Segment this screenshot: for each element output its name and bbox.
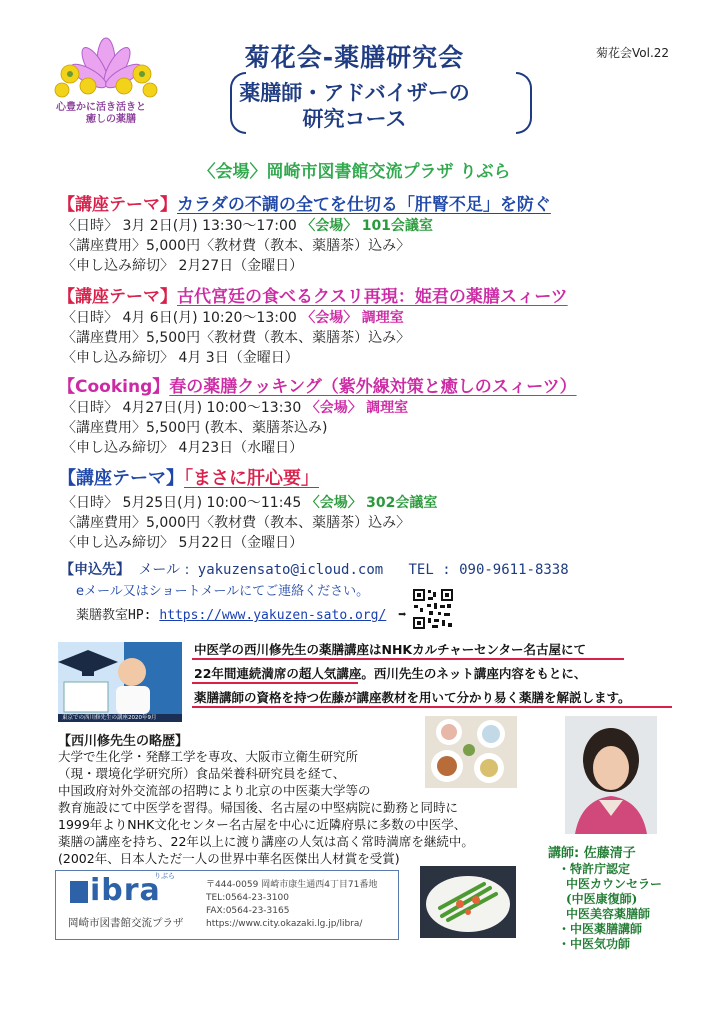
lecturer-name: 講師: 佐藤清子 [548,846,636,861]
course-1-fee-line [62,235,410,255]
deadline-label: 〈申し込み締切〉 [62,440,174,456]
course-1-tag: 【講座テーマ】 [58,195,177,215]
hp-label: 薬膳教室HP: [76,608,152,623]
logo-caption-2: 癒しの薬膳 [86,114,136,125]
course-2-date: 4月 6日(月) 10:20〜13:00 [122,310,297,326]
library-url[interactable]: https://www.city.okazaki.lg.jp/libra/ [206,919,363,929]
course-4-fee: 5,000円〈教材費（教本、薬膳茶）込み〉 [146,515,411,531]
fee-label: 〈講座費用〉 [62,420,146,436]
course-4-tag: 【講座テーマ】 [58,468,184,489]
bio-line: 教育施設にて中医学を習得。帰国後、名古屋の中堅病院に勤務と同時に [58,800,459,815]
date-label: 〈日時〉 [62,495,118,511]
course-2-fee-line [62,327,410,347]
subtitle-line2: 研究コース [302,107,407,131]
fee-label: 〈講座費用〉 [62,330,146,346]
date-label: 〈日時〉 [62,400,118,416]
fee-label: 〈講座費用〉 [62,515,146,531]
library-info-box [55,870,399,940]
fee-label: 〈講座費用〉 [62,238,146,254]
credential: ・中医気功師 [558,937,631,951]
course-1-theme [58,190,551,215]
library-details [206,877,377,929]
apply-line [60,559,569,579]
lecture-photo [58,642,182,722]
subtitle-line1: 薬膳師・アドバイザーの [239,81,470,105]
course-1-date-line [62,215,433,235]
intro-underline-2 [192,682,358,684]
bio-line: （現・環境化学研究所）食品栄養科研究員を経て、 [58,766,346,781]
course-1-fee: 5,000円〈教材費（教本、薬膳茶）込み〉 [146,238,411,254]
course-4-date: 5月25日(月) 10:00〜11:45 [122,495,302,511]
lecturer-photo [565,716,657,834]
logo-caption-1: 心豊かに活き活きと [56,102,146,113]
tel-number[interactable]: 090-9611-8338 [459,562,569,578]
course-1-title: カラダの不調の全てを仕切る「肝腎不足」を防ぐ [177,195,551,215]
course-3-date: 4月27日(月) 10:00〜13:30 [122,400,302,416]
intro-underline-3 [192,706,672,708]
course-4-fee-line [62,512,410,532]
page-title: 菊花会‐薬膳研究会 [244,43,465,72]
library-tel: TEL:0564-23-3100 [206,893,289,903]
room-label: 〈会場〉 [305,495,362,511]
intro-underline-1 [192,658,624,660]
date-label: 〈日時〉 [62,310,118,326]
date-label: 〈日時〉 [62,218,118,234]
course-2-theme [58,282,568,307]
course-1-deadline: 2月27日（金曜日） [178,258,304,274]
apply-note: eメール又はショートメールにてご連絡ください。 [76,584,370,599]
deadline-label: 〈申し込み締切〉 [62,350,174,366]
library-name: 岡崎市図書館交流プラザ [68,917,184,929]
bio-heading: 【西川修先生の略歴】 [58,734,189,749]
bio-line: 大学で生化学・発酵工学を専攻、大阪市立衛生研究所 [58,749,359,764]
course-3-deadline: 4月23日（水曜日） [178,440,304,456]
food-photo-asparagus [420,866,516,938]
course-1-deadline-line [62,255,303,275]
course-2-room: 調理室 [361,310,404,326]
tel-label: TEL : [408,562,451,578]
course-4-room: 302会議室 [366,495,438,511]
deadline-label: 〈申し込み締切〉 [62,535,174,551]
intro-line1: 中医学の西川修先生の薬膳講座はNHKカルチャーセンター名古屋にて [194,642,586,657]
email-link[interactable]: yakuzensato@icloud.com [197,562,384,578]
course-2-deadline: 4月 3日（金曜日） [178,350,299,366]
qr-code[interactable] [412,588,454,630]
course-3-theme [58,372,577,397]
credential: (中医康復師) [566,892,638,906]
course-4-theme [58,464,319,490]
qr-code-icon [412,588,454,630]
volume-label: 菊花会Vol.22 [596,46,670,60]
food-photo-dishes [425,716,517,788]
course-4-date-line [62,492,437,512]
library-fax: FAX:0564-23-3165 [206,906,290,916]
credential: ・特許庁認定 [558,862,631,876]
photo-caption: 東京での西川修先生の講座2020年9月 [62,715,157,721]
credential: 中医カウンセラー [566,877,663,891]
course-3-deadline-line [62,437,303,457]
library-logo-text: ibra [90,873,161,908]
deadline-label: 〈申し込み締切〉 [62,258,174,274]
library-logo-mark [70,881,88,903]
course-1-room: 101会議室 [361,218,433,234]
bio-line: 中国政府対外交流部の招聘により北京の中医薬大学等の [58,783,371,798]
room-label: 〈会場〉 [305,400,362,416]
course-4-title: 「まさに肝心要」 [184,468,319,489]
bio-line: 薬膳の講座を持ち、22年以上に渡り講座の人気は高く常時満席を継続中。 [58,834,474,849]
intro-line2: 22年間連続満席の超人気講座。西川先生のネット講座内容をもとに、 [194,666,587,681]
library-address: 〒444-0059 岡崎市康生通西4丁目71番地 [206,880,378,890]
course-4-deadline-line [62,532,303,552]
course-3-room: 調理室 [366,400,409,416]
course-3-fee-line [62,417,327,437]
course-2-tag: 【講座テーマ】 [58,287,177,307]
apply-label: 【申込先】 [60,562,130,578]
course-2-fee: 5,500円〈教材費（教本、薬膳茶）込み〉 [146,330,411,346]
intro-line3: 薬膳講師の資格を持つ佐藤が講座教材を用いて分かり易く薬膳を解説します。 [194,690,631,705]
credential: 中医美容薬膳師 [566,907,651,921]
credential: ・中医薬膳講師 [558,922,643,936]
homepage-link[interactable]: https://www.yakuzen-sato.org/ [159,608,387,623]
course-3-tag: 【Cooking】 [58,377,170,397]
course-2-title: 古代宮廷の食べるクスリ再現：姫君の薬膳スィーツ [177,287,568,307]
course-1-date: 3月 2日(月) 13:30〜17:00 [122,218,297,234]
room-label: 〈会場〉 [301,218,358,234]
course-2-deadline-line [62,347,299,367]
course-2-date-line [62,307,404,327]
course-3-title: 春の薬膳クッキング（紫外線対策と癒しのスィーツ） [169,377,577,397]
venue: 〈会場〉岡崎市図書館交流プラザ りぶら [198,162,511,182]
bio-line: (2002年、日本人ただ一人の世界中華名医傑出人材賞を受賞) [58,851,400,866]
homepage-line [76,604,407,623]
course-4-deadline: 5月22日（金曜日） [178,535,304,551]
course-3-date-line [62,397,408,417]
room-label: 〈会場〉 [301,310,358,326]
mail-label: メール : [138,562,190,578]
arrow-right-icon: ➡ [398,607,407,623]
library-logo-small: りぶら [154,872,175,880]
course-3-fee: 5,500円 (教本、薬膳茶込み) [146,420,328,436]
bio-line: 1999年よりNHK文化センター名古屋を中心に近隣府県に多数の中医学、 [58,817,467,832]
